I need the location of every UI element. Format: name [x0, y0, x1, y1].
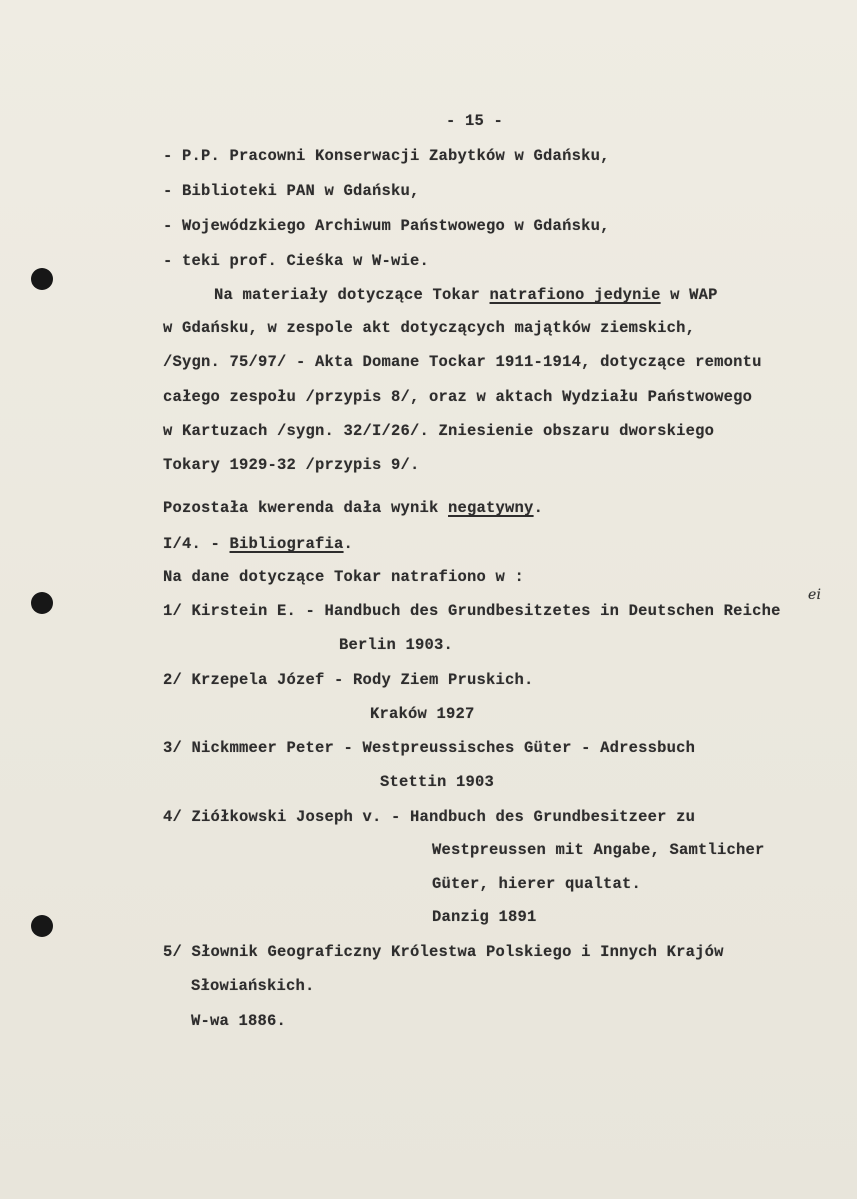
source-item: - teki prof. Cieśka w W-wie. — [163, 252, 430, 270]
bibliography-entry-detail: Westpreussen mit Angabe, Samtlicher — [432, 841, 765, 859]
bibliography-intro: Na dane dotyczące Tokar natrafiono w : — [163, 568, 525, 586]
paragraph-line: Na materiały dotyczące Tokar natrafiono jedynie w WAP — [214, 286, 718, 304]
paragraph-line: całego zespołu /przypis 8/, oraz w aktach Wydziału Państwowego — [163, 388, 753, 406]
bibliography-entry-detail: W-wa 1886. — [191, 1012, 287, 1030]
underlined-phrase: natrafiono jedynie — [489, 286, 661, 304]
paragraph-line: /Sygn. 75/97/ - Akta Domane Tockar 1911-1914, dotyczące remontu — [163, 353, 762, 371]
page-number: - 15 - — [446, 112, 504, 130]
punch-hole — [31, 915, 53, 937]
paragraph-line: Pozostała kwerenda dała wynik negatywny. — [163, 499, 544, 517]
source-item: - P.P. Pracowni Konserwacji Zabytków w Gdańsku, — [163, 147, 610, 165]
paragraph-line: Tokary 1929-32 /przypis 9/. — [163, 456, 420, 474]
bibliography-entry-detail: Berlin 1903. — [339, 636, 454, 654]
source-item: - Biblioteki PAN w Gdańsku, — [163, 182, 420, 200]
punch-hole — [31, 592, 53, 614]
bibliography-entry-detail: Güter, hierer qualtat. — [432, 875, 642, 893]
bibliography-entry: 1/ Kirstein E. - Handbuch des Grundbesitzetes in Deutschen Reiche — [163, 602, 781, 620]
underlined-phrase: negatywny — [448, 499, 534, 517]
punch-hole — [31, 268, 53, 290]
bibliography-entry: 3/ Nickmmeer Peter - Westpreussisches Güter - Adressbuch — [163, 739, 696, 757]
bibliography-entry-detail: Stettin 1903 — [380, 773, 495, 791]
bibliography-entry: 2/ Krzepela Józef - Rody Ziem Pruskich. — [163, 671, 534, 689]
bibliography-entry-detail: Słowiańskich. — [191, 977, 315, 995]
paragraph-line: w Kartuzach /sygn. 32/I/26/. Zniesienie obszaru dworskiego — [163, 422, 715, 440]
bibliography-entry-detail: Danzig 1891 — [432, 908, 537, 926]
bibliography-entry: 4/ Ziółkowski Joseph v. - Handbuch des Grundbesitzeer zu — [163, 808, 696, 826]
handwritten-note: ei — [808, 587, 822, 603]
section-title: Bibliografia — [229, 535, 344, 553]
section-heading: I/4. - Bibliografia. — [163, 535, 354, 553]
paragraph-line: w Gdańsku, w zespole akt dotyczących majątków ziemskich, — [163, 319, 696, 337]
source-item: - Wojewódzkiego Archiwum Państwowego w Gdańsku, — [163, 217, 610, 235]
bibliography-entry: 5/ Słownik Geograficzny Królestwa Polskiego i Innych Krajów — [163, 943, 724, 961]
bibliography-entry-detail: Kraków 1927 — [370, 705, 475, 723]
